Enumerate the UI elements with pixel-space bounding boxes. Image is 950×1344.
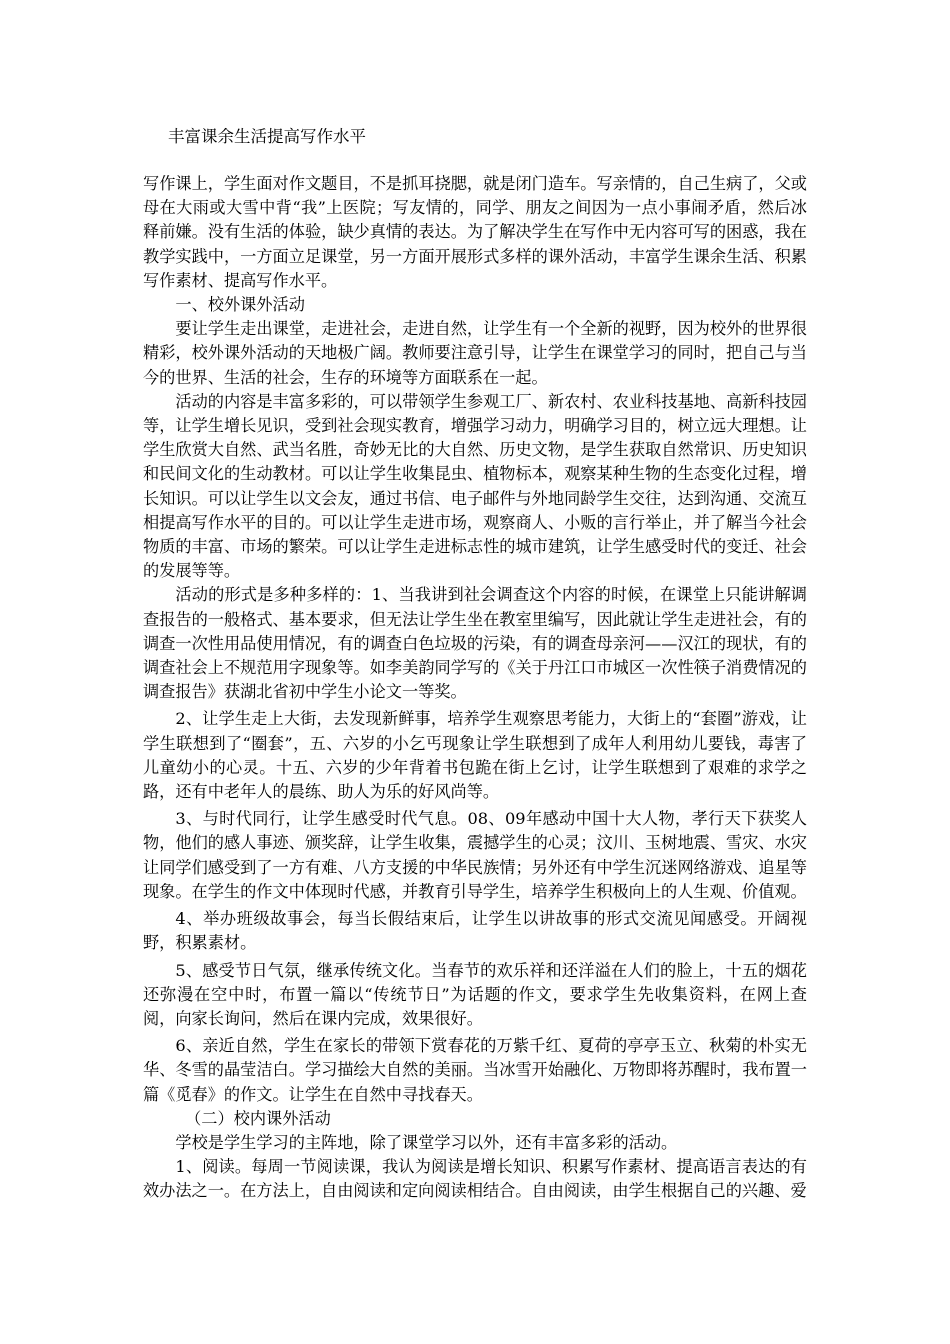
section1-heading: 一、校外课外活动 xyxy=(175,295,305,315)
section2-paragraph-2: 1、阅读。每周一节阅读课，我认为阅读是增长知识、积累写作素材、提高语言表达的有效办法之一。在方法上，自由阅读和定向阅读相结合。自由阅读，由学生根据自己的兴趣、爱 xyxy=(143,1157,807,1201)
section2-heading: （二）校内课外活动 xyxy=(185,1108,331,1128)
section1-paragraph-6: 4、举办班级故事会，每当长假结束后，让学生以讲故事的形式交流见闻感受。开阔视野，积累素材。 xyxy=(143,909,807,953)
section1-paragraph-4: 2、让学生走上大街，去发现新鲜事，培养学生观察思考能力，大街上的“套圈”游戏，让学生联想到了“圈套”，五、六岁的小乞丐现象让学生联想到了成年人利用幼儿要钱，毒害了儿童幼小的心灵。十五、六岁的少年背着书包跪在街上乞讨，让学生联想到了艰难的求学之路，还有中老年人的晨练、助人为乐的好风尚等。 xyxy=(143,709,807,802)
section1-paragraph-1: 要让学生走出课堂，走进社会，走进自然，让学生有一个全新的视野，因为校外的世界很精彩，校外课外活动的天地极广阔。教师要注意引导，让学生在课堂学习的同时，把自己与当今的世界、生活的社会，生存的环境等方面联系在一起。 xyxy=(143,319,807,387)
section1-paragraph-2: 活动的内容是丰富多彩的，可以带领学生参观工厂、新农村、农业科技基地、高新科技园等，让学生增长见识，受到社会现实教育，增强学习动力，明确学习目的，树立远大理想。让学生欣赏大自然、武当名胜，奇妙无比的大自然、历史文物，是学生获取自然常识、历史知识和民间文化的生动教材。可以让学生收集昆虫、植物标本，观察某种生物的生态变化过程，增长知识。可以让学生以文会友，通过书信、电子邮件与外地同龄学生交往，达到沟通、交流互相提高写作水平的目的。可以让学生走进市场，观察商人、小贩的言行举止，并了解当今社会物质的丰富、市场的繁荣。可以让学生走进标志性的城市建筑，让学生感受时代的变迁、社会的发展等等。 xyxy=(143,391,807,581)
section2-paragraph-1: 学校是学生学习的主阵地，除了课堂学习以外，还有丰富多彩的活动。 xyxy=(175,1132,678,1152)
document-body xyxy=(143,172,807,1204)
section1-paragraph-5: 3、与时代同行，让学生感受时代气息。08、09年感动中国十大人物，孝行天下获奖人物，他们的感人事迹、颁奖辞，让学生收集，震撼学生的心灵；汶川、玉树地震、雪灾、水灾让同学们感受到了一方有难、八方支援的中华民族情；另外还有中学生沉迷网络游戏、追星等现象。在学生的作文中体现时代感，并教育引导学生，培养学生积极向上的人生观、价值观。 xyxy=(143,809,807,901)
document-title: 丰富课余生活提高写作水平 xyxy=(168,127,366,146)
section1-paragraph-3: 活动的形式是多种多样的：1、当我讲到社会调查这个内容的时候，在课堂上只能讲解调查报告的一般格式、基本要求，但无法让学生坐在教室里编写，因此就让学生走进社会，有的调查一次性用品使用情况，有的调查白色垃圾的污染，有的调查母亲河——汉江的现状，有的调查社会上不规范用字现象等。如李美韵同学写的《关于丹江口市城区一次性筷子消费情况的调查报告》获湖北省初中学生小论文一等奖。 xyxy=(143,585,807,702)
section1-paragraph-7: 5、感受节日气氛，继承传统文化。当春节的欢乐祥和还洋溢在人们的脸上，十五的烟花还弥漫在空中时，布置一篇以“传统节日”为话题的作文，要求学生先收集资料，在网上查阅，向家长询问，然后在课内完成，效果很好。 xyxy=(143,960,807,1028)
intro-paragraph: 写作课上，学生面对作文题目，不是抓耳挠腮，就是闭门造车。写亲情的，自己生病了，父或母在大雨或大雪中背“我”上医院；写友情的，同学、朋友之间因为一点小事闹矛盾，然后冰释前嫌。没有生活的体验，缺少真情的表达。为了解决学生在写作中无内容可写的困惑，我在教学实践中，一方面立足课堂，另一方面开展形式多样的课外活动，丰富学生课余生活、积累写作素材、提高写作水平。 xyxy=(143,174,807,290)
section1-paragraph-8: 6、亲近自然，学生在家长的带领下赏春花的万紫千红、夏荷的亭亭玉立、秋菊的朴实无华、冬雪的晶莹洁白。学习描绘大自然的美丽。当冰雪开始融化、万物即将苏醒时，我布置一篇《觅春》的作文。让学生在自然中寻找春天。 xyxy=(143,1036,807,1104)
